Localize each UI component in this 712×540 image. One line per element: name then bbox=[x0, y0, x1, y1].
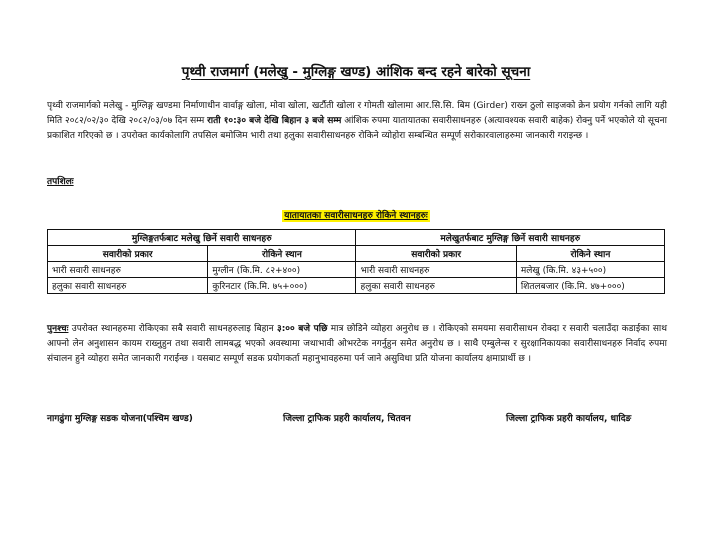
postscript-text-2: मात्र छोडिने व्योहरा अनुरोध छ । रोकिएको समयमा सवारीसाधन रोक्दा र सवारी चलाउँदा कडाईका साथ आफ्नो लेन अनुशासन कायम राख्नुहुन तथा सवारी लामबद्ध भएको अवस्थामा जथाभावी ओभरटेक नगर्नुहुन समेत अनुरोध छ । साथै एम्बुलेन्स र सुरक्षानिकायका सवारीसाधनहरु निर्वाद रुपमा संचालन हुने व्योहरा समेत जानकारी गराईन्छ । यसबाट सम्पूर्ण सडक प्रयोगकर्ता महानुभावहरुमा पर्न जाने असुविधा प्रति योजना कार्यालय क्षमाप्रार्थी छ । bbox=[47, 324, 667, 365]
postscript-paragraph bbox=[47, 322, 667, 368]
cell-left-type: भारी सवारी साधनहरु bbox=[48, 262, 208, 278]
cell-right-place: शितलबजार (कि.मि. ४७+०००) bbox=[516, 278, 664, 294]
postscript-label: पुनश्चः bbox=[47, 324, 69, 334]
cell-right-type: भारी सवारी साधनहरु bbox=[356, 262, 516, 278]
col-header-place-left: रोकिने स्थान bbox=[208, 246, 356, 262]
intro-text-1: पृथ्वी राजमार्गको मलेखु - मुग्लिङ्ग खण्डमा निर्माणाधीन वार्वाङ्ग खोला, मोवा खोला, खर्टौती खोला र गोमती खोलामा आर.सि.सि. बिम (Girder) राख्न ठुलो साइजको क्रेन प्रयोग गर्नको लागि यही मिति २०८२/०२/३० देखि २०८२/०३/०७ दिन सम्म bbox=[47, 101, 667, 127]
cell-left-type: हलुका सवारी साधनहरु bbox=[48, 278, 208, 294]
stopping-locations-table bbox=[47, 229, 665, 294]
intro-time-range: राती १०:३० बजे देखि बिहान ३ बजे सम्म bbox=[207, 116, 342, 127]
signatory-project-office: नागढुंगा मुग्लिङ्ग सडक योजना(पश्चिम खण्ड) bbox=[47, 414, 193, 424]
details-label: तपशिलः bbox=[47, 177, 74, 187]
signatory-traffic-chitwan: जिल्ला ट्राफिक प्रहरी कार्यालय, चितवन bbox=[283, 414, 411, 424]
col-header-type-right: सवारीको प्रकार bbox=[356, 246, 516, 262]
cell-right-type: हलुका सवारी साधनहरु bbox=[356, 278, 516, 294]
cell-right-place: मलेखु (कि.मि. ४३+५००) bbox=[516, 262, 664, 278]
col-header-place-right: रोकिने स्थान bbox=[516, 246, 664, 262]
cell-left-place: कुरिनटार (कि.मि. ७५+०००) bbox=[208, 278, 356, 294]
table-column-header-row bbox=[48, 246, 665, 262]
notice-title-text: पृथ्वी राजमार्ग (मलेखु - मुग्लिङ्ग खण्ड) आंशिक बन्द रहने बारेको सूचना bbox=[181, 64, 531, 80]
postscript-text-1: उपरोक्त स्थानहरुमा रोकिएका सबै सवारी साधनहरुलाइ बिहान bbox=[68, 324, 278, 334]
table-title bbox=[0, 203, 712, 222]
intro-paragraph bbox=[47, 99, 667, 145]
cell-left-place: मुग्लीन (कि.मि. ८२+४००) bbox=[208, 262, 356, 278]
col-header-type-left: सवारीको प्रकार bbox=[48, 246, 208, 262]
signatory-traffic-dhading: जिल्ला ट्राफिक प्रहरी कार्यालय, धादिङ bbox=[506, 414, 632, 424]
table-group-header-row bbox=[48, 230, 665, 246]
table-title-text: यातायातका सवारीसाधनहरु रोकिने स्थानहरुः bbox=[284, 211, 428, 221]
table-row bbox=[48, 262, 665, 278]
table-row bbox=[48, 278, 665, 294]
intro-text-2: आंशिक रुपमा यातायातका सवारीसाधनहरु (अत्यावश्यक सवारी बाहेक) रोक्नु पर्ने भएकोले यो सूचना प्रकाशित गरिएको छ । उपरोक्त कार्यकोलागि तपसिल बमोजिम भारी तथा हलुका सवारीसाधनहरु रोकिने व्योहोरा सम्बन्धित सम्पूर्ण सरोकारवालाहरुमा जानकारी गराइन्छ । bbox=[47, 116, 667, 142]
postscript-release-time: ३:०० बजे पछि bbox=[277, 324, 328, 334]
group-header-right: मलेखुतर्फबाट मुग्लिङ्ग छिर्ने सवारी साधनहरु bbox=[356, 230, 665, 246]
group-header-left: मुग्लिङ्गतर्फबाट मलेखु छिर्ने सवारी साधनहरु bbox=[48, 230, 356, 246]
notice-title bbox=[0, 62, 712, 80]
